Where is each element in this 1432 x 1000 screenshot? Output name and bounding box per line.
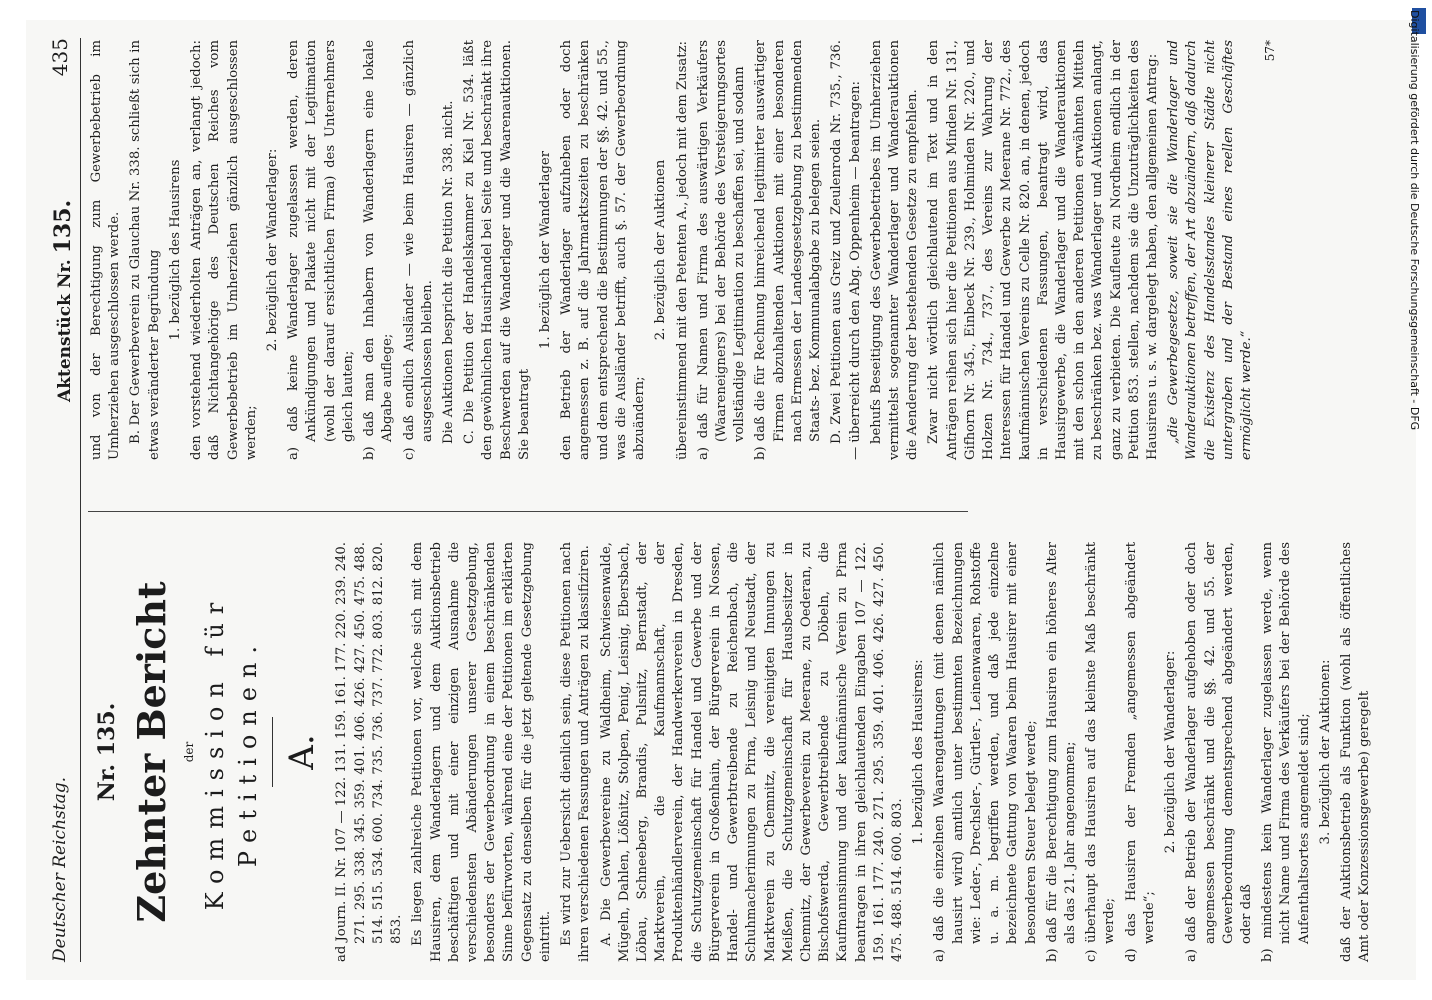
subheading: 1. bezüglich des Hausirens <box>167 159 183 341</box>
report-number: Nr. 135. <box>94 702 120 802</box>
title-der: der <box>181 741 196 763</box>
right-column <box>88 40 1279 460</box>
journal-reference: ad Journ. II. Nr. 107 — 122. 131. 159. 161. 177. 220. 239. 240. 271. 295. 338. 345. 359. 401. 406. 426. 427. 450. 475. 488. 514. 515. 534. 600. 734. 735. 736. 737. 772. 803. 812. 820. 853. <box>334 542 405 962</box>
paragraph: und von der Berechtigung zum Gewerbebetrieb im Umherziehen ausgeschlossen werde. <box>89 40 123 460</box>
list-item: b) daß für die Berechtigung zum Hausiren ein höheres Alter als das 21. Jahr angenommen; <box>1044 542 1078 962</box>
running-head-center <box>50 200 76 402</box>
document-label: Aktenstück Nr. <box>55 259 75 402</box>
paragraph: übereinstimmend mit den Petenten A., jedoch mit dem Zusatz: <box>674 41 690 460</box>
signature-mark: 57* <box>1263 40 1278 62</box>
paragraph: Es wird zur Uebersicht dienlich sein, diese Petitionen nach ihren verschiedenen Fassungen und Anträgen zu klassifiziren. <box>559 542 593 962</box>
left-column <box>88 542 1378 962</box>
quoted-request: „die Gewerbegesetze, soweit sie die Wanderlager und Wanderauktionen betreffen, der Art abzuändern, daß dadurch die Existenz des Handelsstandes kleinerer Städte nicht untergraben und der Bestand eines reellen Geschäftes ermöglicht werde.“ <box>1166 40 1255 460</box>
subheading: 2. bezüglich der Wanderlager: <box>1163 650 1179 854</box>
subheading: 3. bezüglich der Auktionen: <box>1317 659 1333 845</box>
paragraph: Es liegen zahlreiche Petitionen vor, welche sich mit dem Hausiren, dem Wanderlagern und dem Auktionsbetrieb beschäftigen und mit einer einzigen Ausnahme die verschiedensten Abänderungen unserer Gesetzgebung, besonders der Gewerbeordnung in einem beschränkenden Sinne befürworten, während eine der Petitionen im erklärten Gegensatz zu denselben für die jetzt geltende Gesetzgebung eintritt. <box>410 542 553 962</box>
subheading: 1. bezüglich des Hausirens: <box>911 659 927 845</box>
credit-text: Digitalisierung gefördert durch die Deutsche Forschungsgemeinschaft - DFG <box>1408 10 1421 431</box>
header-rule <box>80 38 81 962</box>
page-number: 435 <box>48 38 72 77</box>
subheading: 1. bezüglich der Wanderlager <box>538 150 554 350</box>
list-item: b) daß man den Inhabern von Wanderlagern eine lokale Abgabe auflege; <box>362 40 396 460</box>
paragraph: Zwar nicht wörtlich gleichlautend im Text und in den Anträgen reihen sich hier die Petitionen aus Minden Nr. 131., Gifhorn Nr. 345., Einbeck Nr. 239., Holminden Nr. 220., und Holzen Nr. 734., 737., des Vereins zur Wahrung der Interessen für Handel und Gewerbe zu Meerane Nr. 772., des kaufmännischen Vereins zu Celle Nr. 820. an, in denen, jedoch in verschiedenen Fassungen, beantragt wird, das Hausirgewerbe, die Wanderlager und die Wanderauktionen mit den schon in den anderen Petitionen erwähnten Mitteln zu beschränken bez. was Wanderlager und Auktionen anlangt, ganz zu verbieten. Die Kaufleute zu Nordheim endlich in der Petition 853. stellen, nachdem sie die Unzuträglichkeiten des Hausirens u. s. w. dargelegt haben, den allgemeinen Antrag: <box>926 40 1161 460</box>
report-title: Zehnter Bericht <box>129 581 175 923</box>
rotated-page <box>26 20 1416 980</box>
section-letter-a: A. <box>281 734 322 770</box>
paragraph: den vorstehend wiederholten Anträgen an, verlangt jedoch: daß Nichtangehörige des Deutschen Reiches vom Gewerbebetrieb im Umherziehen gänzlich ausgeschlossen werden; <box>189 40 259 460</box>
running-head-left: Deutscher Reichstag. <box>50 777 70 962</box>
list-item: b) mindestens kein Wanderlager zugelassen werde, wenn nicht Name und Firma des Verkäufers bei der Behörde des Aufenthaltsortes angemeldet sind; <box>1260 542 1312 962</box>
list-item: b) daß die für Rechnung hinreichend legitimirter auswärtiger Firmen abzuhaltenden Auktionen mit einer besonderen nach Ermessen der Landesgesetzgebung zu bestimmenden Staats- bez. Kommunalabgabe zu belegen seien. <box>753 40 824 460</box>
paragraph: behufs Beseitigung des Gewerbebetriebes im Umherziehen vermittelst sogenannter Wanderlager und Wanderauktionen die Aenderung der bestehenden Gesetze zu empfehlen. <box>868 40 921 460</box>
paragraph: Die Auktionen bespricht die Petition Nr. 338. nicht. <box>440 100 456 444</box>
paragraph: C. Die Petition der Handelskammer zu Kiel Nr. 534. läßt den gewöhnlichen Hausirhandel bei Seite und beschränkt ihre Beschwerden auf die Wanderlager und die Waarenauktionen. Sie beantragt <box>462 40 532 460</box>
commission-title: Kommission für Petitionen. <box>201 593 263 911</box>
subheading: 2. bezüglich der Auktionen <box>653 159 669 341</box>
list-item: a) daß der Betrieb der Wanderlager aufgehoben oder doch angemessen beschränkt und die §§. 42. und 55. der Gewerbeordnung dementsprechend abgeändert werden, oder daß <box>1184 542 1254 962</box>
column-divider <box>88 511 968 512</box>
paragraph: daß der Auktionsbetrieb als Funktion (wohl als öffentliches Amt oder Konzessionsgewerbe) geregelt <box>1339 542 1373 962</box>
title-rule <box>272 717 273 787</box>
list-item: a) daß keine Wanderlager zugelassen werden, deren Ankündigungen und Plakate nicht mit der Legitimation (wohl der darauf ersichtlichen Firma) des Unternehmers gleich lauten; <box>286 40 356 460</box>
list-item: c) daß endlich Ausländer — wie beim Hausiren — gänzlich ausgeschlossen bleiben. <box>401 40 435 460</box>
side-credit <box>1401 10 1427 980</box>
paragraph: D. Zwei Petitionen aus Greiz und Zeulenroda Nr. 735., 736. — überreicht durch den Abg. Oppenheim — beantragen: <box>829 40 863 460</box>
list-item: a) daß die einzelnen Waarengattungen (mit denen nämlich hausirt wird) amtlich unter bestimmten Bezeichnungen wie: Leder-, Drechsler-, Gürtler-, Leinenwaaren, Rohstoffe u. a. m. begriffen werden, und daß jede einzelne bezeichnete Gattung von Waaren beim Hausirer mit einer besonderen Steuer belegt werde; <box>932 542 1039 962</box>
running-head <box>40 38 80 962</box>
list-item: d) das Hausiren der Fremden „angemessen abgeändert werde“; <box>1123 542 1157 962</box>
paragraph: den Betrieb der Wanderlager aufzuheben oder doch angemessen z. B. auf die Jahrmarktszeiten zu beschränken und dem entsprechend die Bestimmungen der §§. 42. und 55., was die Ausländer betrifft, auch §. 57. der Gewerbeordnung abzuändern; <box>559 40 648 460</box>
list-item: a) daß für Namen und Firma des auswärtigen Verkäufers (Waareneigners) bei der Behörde des Versteigerungsortes vollständige Legitimation zu beschaffen sei, und sodann <box>695 40 748 460</box>
paragraph: A. Die Gewerbevereine zu Waldheim, Schwiesenwalde, Mügeln, Dahlen, Lößnitz, Stolpen, Penig, Leisnig, Ebersbach, Löbau, Schneeberg, Brandis, Pulsnitz, Bernstadt, der Marktverein, die Kaufmannschaft, der Produktenhändlerverein, der Handwerkerverein in Dresden, die Schutzgemeinschaft für Handel und Gewerbe und der Bürgerverein in Großenhain, der Bürgerverein in Nossen, Handel- und Gewerbtreibende zu Reichenbach, die Schuhmacherinnungen zu Pirna, Leisnig und Neustadt, der Marktverein zu Chemnitz, die vereinigten Innungen zu Meißen, die Schutzgemeinschaft für Hausbesitzer in Chemnitz, der Gewerbeverein zu Meerane, zu Oederan, zu Bischofswerda, Gewerbtreibende zu Döbeln, die Kaufmannsinnung und der kaufmännische Verein zu Pirna beantragen in ihren gleichlautenden Eingaben 107 — 122. 159. 161. 177. 240. 271. 295. 359. 401. 406. 426. 427. 450. 475. 488. 514. 600. 803. <box>598 542 906 962</box>
subheading: 2. bezüglich der Wanderlager: <box>264 148 280 352</box>
list-item: c) überhaupt das Hausiren auf das kleinste Maß beschränkt werde; <box>1084 542 1118 962</box>
document-number: 135. <box>50 199 76 254</box>
paragraph: B. Der Gewerbeverein zu Glauchau Nr. 338. schließt sich in etwas veränderter Begründung <box>128 40 162 460</box>
